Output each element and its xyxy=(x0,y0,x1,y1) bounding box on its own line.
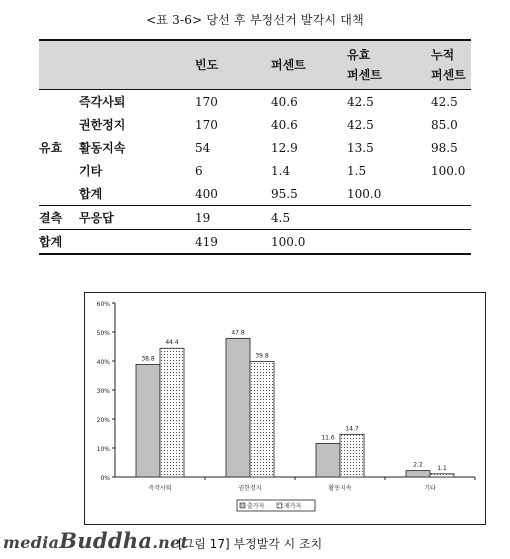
data-label: 1.1 xyxy=(437,464,447,472)
bar-재가자 xyxy=(250,362,274,477)
cell-cumulative-percent: 85.0 xyxy=(431,117,458,132)
bar-재가자 xyxy=(160,348,184,477)
bar-출가자 xyxy=(136,364,160,477)
cell-cumulative-percent: 42.5 xyxy=(431,94,458,109)
cell-frequency: 6 xyxy=(195,163,203,178)
cell-valid-percent xyxy=(347,230,431,255)
figure-caption: [그림 17] 부정발각 시 조치 xyxy=(178,537,323,551)
cell-frequency: 170 xyxy=(195,117,218,132)
cell-percent: 100.0 xyxy=(271,230,347,255)
bar-출가자 xyxy=(316,443,340,477)
table-row xyxy=(39,136,471,159)
table-row xyxy=(39,159,471,182)
site-watermark-logo: mediaBuddha.net xyxy=(3,528,189,553)
y-tick-label: 20% xyxy=(96,417,110,424)
bar-출가자 xyxy=(226,338,250,477)
cell-cumulative-percent xyxy=(431,206,471,230)
table-row xyxy=(39,206,471,230)
cell-cumulative-percent: 100.0 xyxy=(431,163,466,178)
cell-percent: 1.4 xyxy=(271,163,291,178)
data-label: 2.2 xyxy=(413,461,423,469)
cell-valid-percent: 100.0 xyxy=(347,186,382,201)
header-percent: 퍼센트 xyxy=(271,40,347,90)
bar-재가자 xyxy=(340,434,364,477)
bar-chart xyxy=(84,292,486,525)
cell-cumulative-percent xyxy=(431,230,471,255)
data-label: 38.8 xyxy=(141,355,155,363)
cell-valid-percent xyxy=(347,206,431,230)
y-tick-label: 30% xyxy=(96,388,110,395)
group-label-valid: 유효 xyxy=(39,141,63,155)
cell-cumulative-percent: 98.5 xyxy=(431,140,458,155)
table-row xyxy=(39,182,471,206)
row-label: 무응답 xyxy=(79,206,195,230)
cell-percent: 4.5 xyxy=(271,206,347,230)
cell-valid-percent: 42.5 xyxy=(347,117,374,132)
legend-label: 재가자 xyxy=(284,503,302,510)
cell-frequency: 54 xyxy=(195,140,211,155)
x-tick-label: 활동지속 xyxy=(328,485,352,492)
cell-percent: 95.5 xyxy=(271,186,298,201)
x-tick-label: 권한정지 xyxy=(238,485,262,492)
row-label: 권한정지 xyxy=(79,118,126,132)
cell-percent: 40.6 xyxy=(271,117,298,132)
header-blank-2 xyxy=(79,40,195,90)
bar-출가자 xyxy=(406,471,430,477)
table-total-row xyxy=(39,230,471,255)
cell-frequency: 400 xyxy=(195,186,218,201)
x-tick-label: 기타 xyxy=(424,485,436,492)
cell-valid-percent: 1.5 xyxy=(347,163,367,178)
table-row xyxy=(39,113,471,136)
data-label: 44.4 xyxy=(165,339,179,347)
y-tick-label: 40% xyxy=(96,359,110,366)
row-label: 기타 xyxy=(79,164,103,178)
table-caption: <표 3-6> 당선 후 부정선거 발각시 대책 xyxy=(146,13,364,27)
legend-swatch xyxy=(277,503,282,508)
table-header-row xyxy=(39,40,471,90)
header-frequency: 빈도 xyxy=(195,40,271,90)
cell-frequency: 419 xyxy=(195,230,271,255)
legend-swatch xyxy=(240,503,245,508)
cell-percent: 40.6 xyxy=(271,94,298,109)
data-label: 14.7 xyxy=(345,425,359,433)
header-valid-percent: 유효 퍼센트 xyxy=(347,40,431,90)
y-tick-label: 50% xyxy=(96,330,110,337)
row-label: 합계 xyxy=(79,187,103,201)
table-row xyxy=(39,90,471,114)
cell-frequency: 170 xyxy=(195,94,218,109)
cell-cumulative-percent xyxy=(431,182,471,206)
cell-percent: 12.9 xyxy=(271,140,298,155)
cell-valid-percent: 42.5 xyxy=(347,94,374,109)
header-blank-1 xyxy=(39,40,79,90)
x-tick-label: 즉각사퇴 xyxy=(148,485,172,492)
y-tick-label: 10% xyxy=(96,446,110,453)
data-label: 11.6 xyxy=(321,434,335,442)
row-label: 활동지속 xyxy=(79,141,126,155)
cell-frequency: 19 xyxy=(195,206,271,230)
header-cumulative-percent: 누적 퍼센트 xyxy=(431,40,471,90)
row-label: 즉각사퇴 xyxy=(79,95,126,109)
legend-label: 출가자 xyxy=(247,503,265,510)
data-label: 47.8 xyxy=(231,329,245,337)
data-label: 39.8 xyxy=(255,352,269,360)
bar-chart-svg xyxy=(85,293,485,524)
stats-table xyxy=(39,39,471,255)
total-label: 합계 xyxy=(39,230,195,255)
y-tick-label: 60% xyxy=(96,301,110,308)
cell-valid-percent: 13.5 xyxy=(347,140,374,155)
y-tick-label: 0% xyxy=(100,475,110,482)
bar-재가자 xyxy=(430,474,454,477)
group-label-missing: 결측 xyxy=(39,206,79,230)
